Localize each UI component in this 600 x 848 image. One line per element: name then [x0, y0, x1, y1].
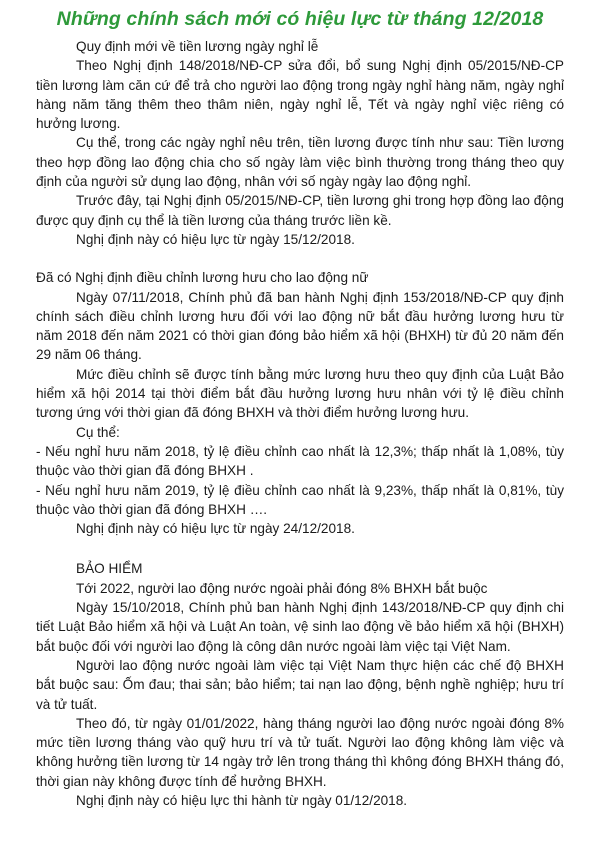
section-label: BẢO HIỂM [76, 561, 143, 577]
paragraph: Ngày 15/10/2018, Chính phủ ban hành Nghị định 143/2018/NĐ-CP quy định chi tiết Luật Bảo hiểm xã hội và Luật An toàn, vệ sinh lao động về bảo hiểm xã hội (BHXH) bắt buộc đối với người lao động là công dân nước ngoài làm việc tại Việt Nam. [36, 600, 564, 654]
section-heading: Đã có Nghị định điều chỉnh lương hưu cho lao động nữ [36, 270, 369, 286]
paragraph: Ngày 07/11/2018, Chính phủ đã ban hành Nghị định 153/2018/NĐ-CP quy định chính sách điều chỉnh lương hưu đối với lao động nữ bắt đầu hưởng lương hưu từ năm 2018 đến năm 2021 có thời gian đóng bảo hiểm xã hội (BHXH) từ đủ 20 năm đến 29 năm 06 tháng. [36, 289, 564, 363]
paragraph: Trước đây, tại Nghị định 05/2015/NĐ-CP, tiền lương ghi trong hợp đồng lao động được quy định cụ thể là tiền lương của tháng trước liền kề. [36, 193, 564, 228]
paragraph: Cụ thể, trong các ngày nghỉ nêu trên, tiền lương được tính như sau: Tiền lương theo hợp đồng lao động chia cho số ngày làm việc bình thường trong tháng theo quy định của người sử dụng lao động, nhân với số ngày ngày lao động nghỉ. [36, 135, 564, 190]
spacer [36, 538, 564, 559]
section-pension [36, 268, 564, 538]
bullet-item: - Nếu nghỉ hưu năm 2018, tỷ lệ điều chỉnh cao nhất là 12,3%; thấp nhất là 1,08%, tùy thuộc vào thời gian đã đóng BHXH . [36, 443, 564, 479]
section-insurance [36, 559, 564, 810]
effective-date: Nghị định này có hiệu lực thi hành từ ngày 01/12/2018. [76, 792, 408, 808]
paragraph: Theo Nghị định 148/2018/NĐ-CP sửa đổi, bổ sung Nghị định 05/2015/NĐ-CP tiền lương làm căn cứ để trả cho người lao động trong ngày nghỉ hàng năm, ngày nghỉ hàng năm tăng thêm theo thâm niên, ngày nghỉ lễ, Tết và ngày nghỉ việc riêng có hưởng lương. [36, 58, 564, 132]
effective-date: Nghị định này có hiệu lực từ ngày 15/12/2018. [76, 231, 355, 247]
effective-date: Nghị định này có hiệu lực từ ngày 24/12/2018. [76, 521, 355, 537]
page-title: Những chính sách mới có hiệu lực từ tháng 12/2018 [56, 8, 544, 30]
bullet-item: - Nếu nghỉ hưu năm 2019, tỷ lệ điều chỉnh cao nhất là 9,23%, thấp nhất là 0,81%, tùy thuộc vào thời gian đã đóng BHXH …. [36, 482, 564, 517]
paragraph: Mức điều chỉnh sẽ được tính bằng mức lương hưu theo quy định của Luật Bảo hiểm xã hội 2014 tại thời điểm bắt đầu hưởng lương hưu nhân với tỷ lệ điều chỉnh tương ứng với thời gian đã đóng BHXH và thời điểm hưởng lương hưu. [36, 366, 564, 421]
spacer [36, 249, 564, 268]
paragraph: Cụ thể: [76, 424, 120, 440]
section-heading: Quy định mới về tiền lương ngày nghỉ lễ [76, 39, 319, 54]
paragraph: Người lao động nước ngoài làm việc tại Việt Nam thực hiện các chế độ BHXH bắt buộc sau: Ốm đau; thai sản; bảo hiểm; tai nạn lao động, bệnh nghề nghiệp; hưu trí và tử tuất. [36, 657, 564, 712]
paragraph: Theo đó, từ ngày 01/01/2022, hàng tháng người lao động nước ngoài đóng 8% mức tiền lương tháng vào quỹ hưu trí và tử tuất. Người lao động không làm việc và không hưởng tiền lương từ 14 ngày trở lên trong tháng thì không đóng BHXH tháng đó, thời gian này không được tính để hưởng BHXH. [36, 715, 564, 789]
section-heading: Tới 2022, người lao động nước ngoài phải đóng 8% BHXH bắt buộc [76, 580, 488, 596]
section-holiday-pay [36, 37, 564, 249]
